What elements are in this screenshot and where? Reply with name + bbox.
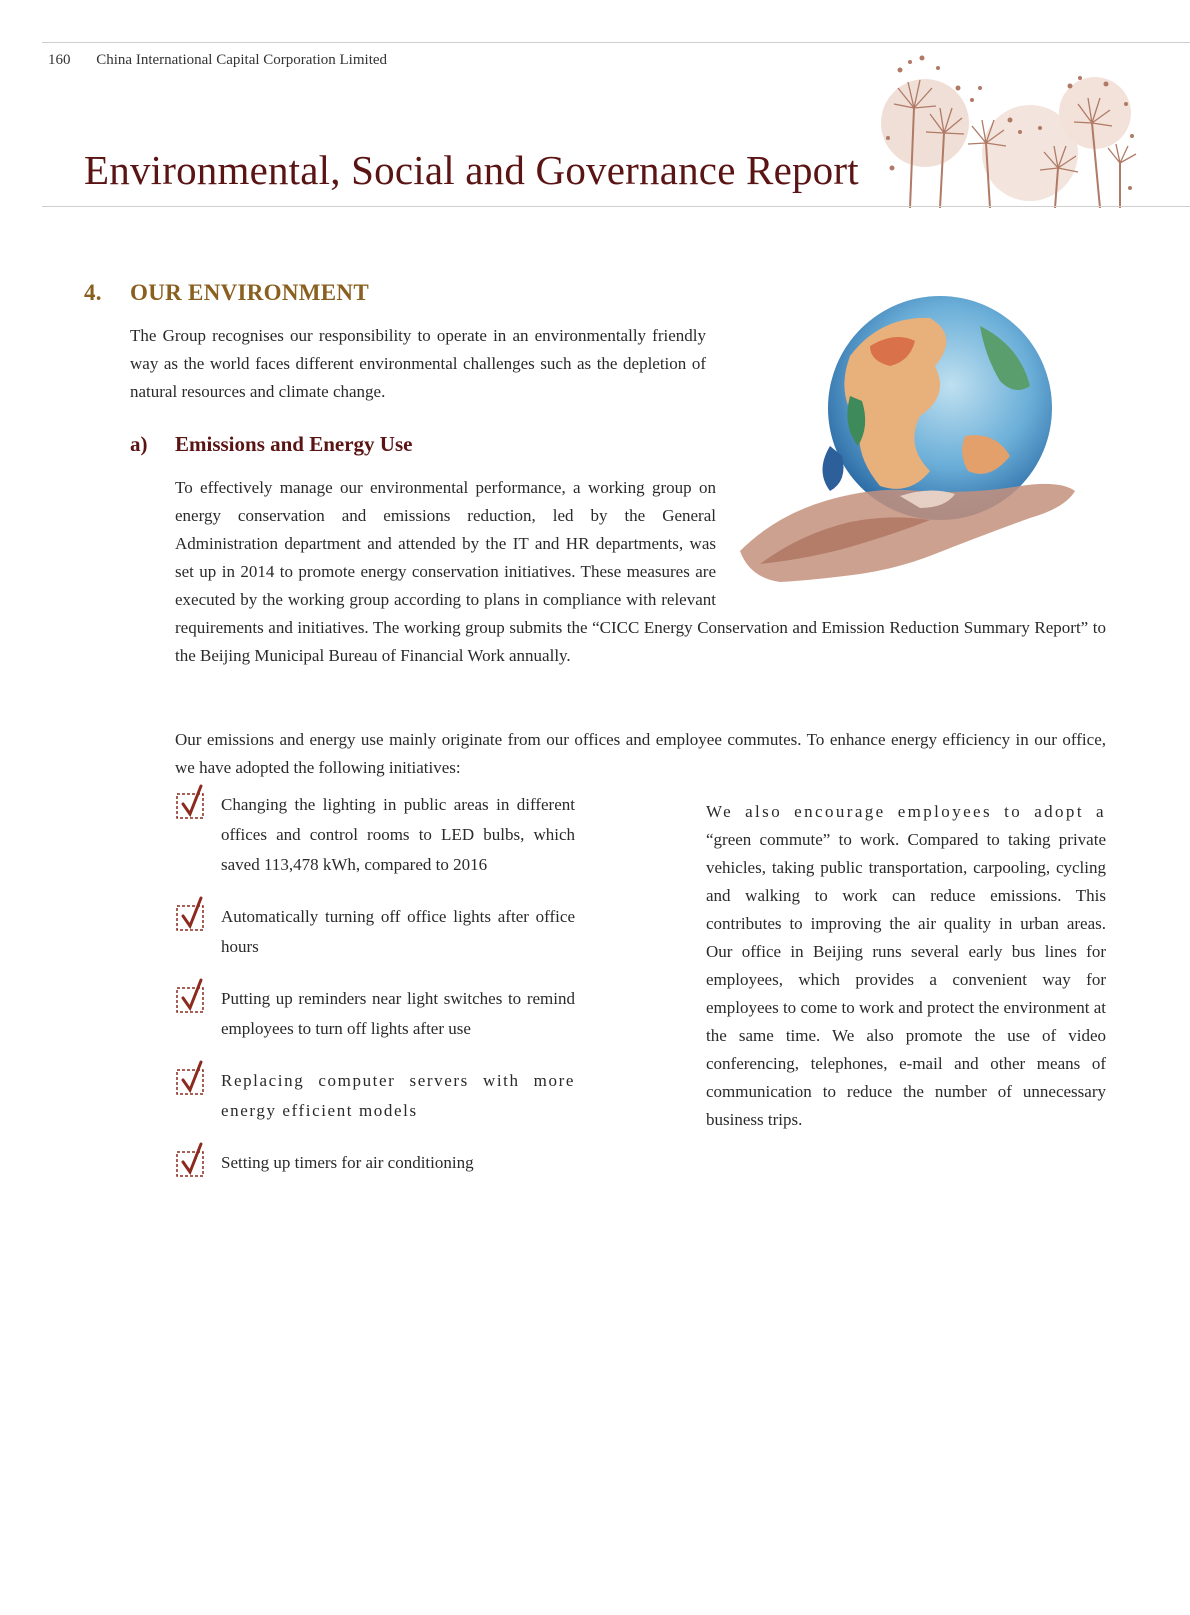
title-rule (42, 206, 1190, 207)
list-item (175, 902, 575, 962)
list-item (175, 1148, 575, 1178)
text-wrap-spacer (716, 474, 1106, 614)
checkmark-icon (175, 978, 209, 1016)
initiative-text: Putting up reminders near light switches to remind employees to turn off lights after use (221, 989, 575, 1038)
company-name: China International Capital Corporation Limited (96, 52, 388, 68)
green-commute-text: “green commute” to work. Compared to taking private vehicles, taking public transportation, carpooling, cycling and walking to work can reduce emissions. This contributes to improving the air quality in urban areas. Our office in Beijing runs several early bus lines for employees, which provides a convenient way for employees to come to work and protect the environment at the same time. We also promote the use of video conferencing, telephones, e-mail and other means of communication to reduce the number of unnecessary business trips. (706, 830, 1106, 1129)
checkmark-icon (175, 1060, 209, 1098)
list-item (175, 790, 575, 880)
header-rule (42, 42, 1190, 43)
section-intro: The Group recognises our responsibility to operate in an environmentally friendly way as the world faces different environmental challenges such as the depletion of natural resources and climate change. (130, 326, 706, 401)
section-title: OUR ENVIRONMENT (130, 280, 369, 305)
section-number: 4. (84, 280, 102, 305)
report-title: Environmental, Social and Governance Report (84, 147, 859, 193)
checkmark-icon (175, 1142, 209, 1180)
emissions-paragraph-2: Our emissions and energy use mainly originate from our offices and employee commutes. To enhance energy efficiency in our office, we have adopted the following initiatives: (175, 730, 1106, 777)
initiative-text: Replacing computer servers with more energy efficient models (221, 1071, 575, 1120)
dandelion-illustration (880, 48, 1142, 208)
list-item (175, 984, 575, 1044)
checkmark-icon (175, 896, 209, 934)
initiative-text: Changing the lighting in public areas in different offices and control rooms to LED bulbs, which saved 113,478 kWh, compared to 2016 (221, 795, 575, 874)
green-commute-paragraph (706, 798, 1106, 1134)
page-number: 160 (48, 52, 71, 68)
initiative-text: Setting up timers for air conditioning (221, 1153, 474, 1172)
checkmark-icon (175, 784, 209, 822)
emissions-paragraph-1-text: To effectively manage our environmental performance, a working group on energy conservation and emissions reduction, led by the General Administration department and attended by the IT and HR departments, was set up in 2014 to promote energy conservation initiatives. These measures are executed by the working group according to plans in compliance with relevant requirements and initiatives. The working group submits the “CICC Energy Conservation and Emission Reduction Summary Report” to the Beijing Municipal Bureau of Financial Work annually. (175, 478, 1106, 665)
section-heading (84, 280, 369, 306)
initiatives-list (175, 790, 575, 1200)
subsection-title: Emissions and Energy Use (175, 432, 413, 456)
subsection-letter: a) (130, 432, 148, 456)
initiative-text: Automatically turning off office lights after office hours (221, 907, 575, 956)
subsection-heading (130, 432, 412, 457)
running-header (48, 52, 387, 69)
emissions-paragraph-1 (175, 474, 1106, 670)
green-commute-first-line: We also encourage employees to adopt a (706, 802, 1106, 821)
list-item (175, 1066, 575, 1126)
